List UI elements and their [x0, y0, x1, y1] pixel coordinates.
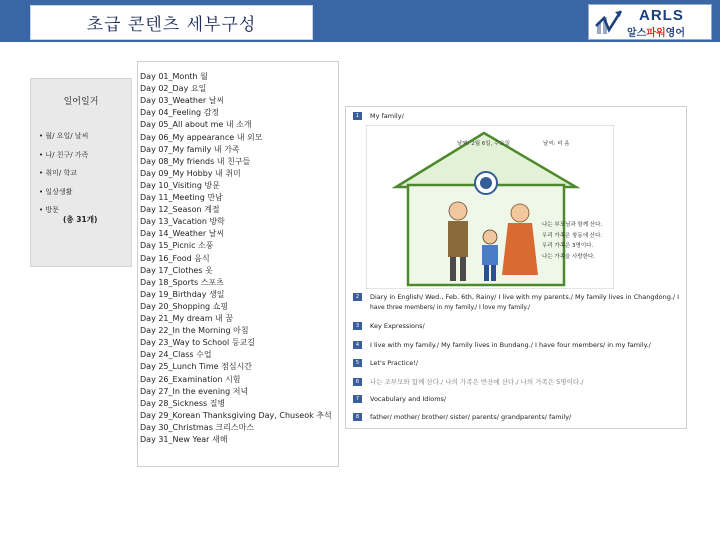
day-item: Day 03_Weather 날씨	[140, 96, 225, 106]
day-item: Day 17_Clothes 옷	[140, 265, 213, 275]
day-item: Day 16_Food 음식	[140, 253, 210, 263]
day-item: Day 31_New Year 새해	[140, 435, 228, 444]
section-title: Let's Practice!/	[370, 359, 419, 367]
section-number: 6	[353, 378, 362, 386]
day-item: Day 07_My family 내 가족	[140, 144, 240, 154]
category-total: (총 31개)	[63, 215, 98, 224]
day-item: Day 01_Month 월	[140, 72, 208, 81]
day-item: Day 14_Weather 날씨	[140, 229, 225, 239]
korean-diary-lines	[542, 220, 602, 262]
section-number: 7	[353, 395, 362, 403]
day-item: Day 15_Picnic 소풍	[140, 241, 214, 251]
section-number: 5	[353, 359, 362, 367]
day-item: Day 10_Visiting 방문	[140, 180, 220, 190]
day-item: Day 21_My dream 내 꿈	[140, 314, 234, 323]
day-item: Day 02_Day 요일	[140, 84, 207, 94]
section-2	[353, 293, 679, 301]
day-item: Day 18_Sports 스포츠	[140, 277, 224, 287]
day-item: Day 29_Korean Thanksgiving Day, Chuseok 추석	[140, 410, 332, 420]
day-item: Day 22_In the Morning 아침	[140, 326, 249, 336]
section-text: Diary in English/ Wed., Feb. 6th, Rainy/ I live with my parents./ My family lives in Changdong./ I	[370, 293, 680, 301]
section-4	[353, 341, 651, 349]
section-text-continued: have three members/ in my family./ I love my family./	[370, 304, 531, 311]
category-item: • 일상생활	[39, 187, 73, 196]
day-item: Day 11_Meeting 만남	[140, 193, 223, 202]
diary-line: 우리 가족은 창동에 산다.	[542, 232, 603, 239]
section-5	[353, 359, 418, 367]
diary-line: 우리 가족은 3명이다.	[542, 243, 594, 249]
category-heading: 일어일거	[63, 96, 99, 107]
section-1	[353, 112, 404, 120]
day-list	[137, 61, 339, 467]
day-item: Day 28_Sickness 질병	[140, 398, 226, 408]
section-number: 8	[353, 413, 362, 421]
day-item: Day 08_My friends 내 친구들	[140, 156, 251, 166]
section-number: 4	[353, 341, 362, 349]
day-item: Day 26_Examination 시험	[140, 374, 241, 384]
diary-date: 날짜: 2월 6일, 수요일	[457, 141, 511, 147]
day-item: Day 20_Shopping 쇼핑	[140, 301, 229, 311]
section-text: 나는 조부모와 함께 산다./ 나의 가족은 반산에 산다./ 나의 가족은 5명이다./	[370, 378, 584, 386]
section-6	[353, 377, 583, 386]
day-item: Day 12_Season 계절	[140, 205, 220, 215]
section-3	[353, 322, 425, 330]
section-8	[353, 413, 571, 421]
section-title: Key Expressions/	[370, 322, 425, 330]
section-title: My family/	[370, 112, 404, 120]
section-number: 1	[353, 112, 362, 120]
logo-chart-icon	[595, 8, 623, 36]
day-item: Day 09_My Hobby 내 취미	[140, 168, 241, 178]
day-item: Day 27_In the evening 저녁	[140, 386, 249, 396]
diary-line: 나는 부모님과 함께 산다.	[542, 222, 603, 228]
category-panel	[30, 78, 132, 267]
day-item: Day 30_Christmas 크리스마스	[140, 422, 255, 432]
section-title: Vocabulary and Idioms/	[370, 395, 447, 403]
category-item: • 월/ 요일/ 날씨	[39, 132, 89, 140]
day-item: Day 04_Feeling 감정	[140, 108, 220, 118]
day-item: Day 25_Lunch Time 점심시간	[140, 362, 253, 372]
day-item: Day 13_Vacation 방학	[140, 217, 225, 227]
family-house-illustration	[366, 125, 614, 289]
arls-logo	[588, 4, 712, 40]
section-number: 3	[353, 322, 362, 330]
day-item: Day 19_Birthday 생일	[140, 289, 225, 299]
section-text: father/ mother/ brother/ sister/ parents/ grandparents/ family/	[370, 413, 572, 421]
category-item: • 나/ 친구/ 가족	[39, 150, 89, 159]
lesson-sample-sheet	[345, 106, 687, 429]
category-list	[39, 131, 88, 224]
day-item: Day 24_Class 수업	[140, 350, 212, 360]
day-item: Day 05_All about me 내 소개	[140, 120, 252, 130]
logo-text: ARLS	[639, 7, 684, 24]
diary-weather: 날씨: 비 옴	[543, 141, 570, 147]
logo-subtext: 알스파워영어	[627, 28, 685, 39]
category-item: • 취미/ 학교	[39, 169, 77, 177]
page-title: 초급 콘텐츠 세부구성	[30, 5, 313, 40]
diary-line: 나는 가족을 사랑한다.	[542, 253, 596, 260]
day-item: Day 06_My appearance 내 외모	[140, 132, 263, 142]
section-text: I live with my family./ My family lives in Bundang./ I have four members/ in my family./	[370, 341, 651, 349]
section-7	[353, 395, 446, 403]
section-number: 2	[353, 293, 362, 301]
category-item: • 방문	[39, 206, 59, 214]
day-item: Day 23_Way to School 등교길	[140, 338, 255, 348]
